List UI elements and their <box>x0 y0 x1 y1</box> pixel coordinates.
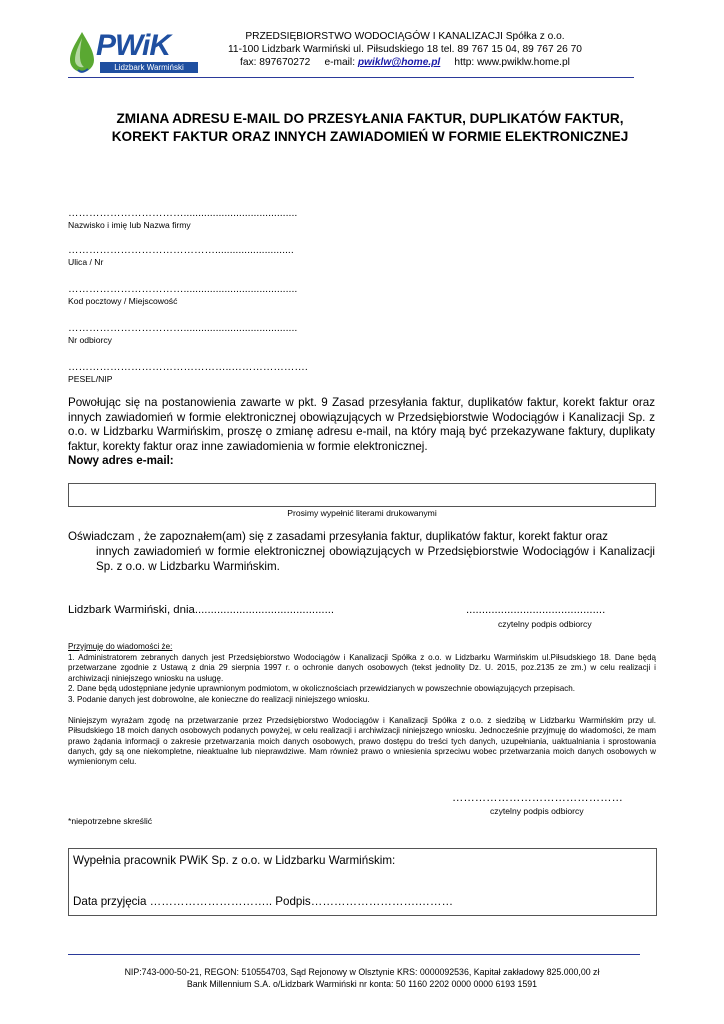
declaration-line1: Oświadczam , że zapoznałem(am) się z zasadami przesyłania faktur, duplikatów faktur, korekt faktur oraz <box>68 530 608 543</box>
signature-label-2: czytelny podpis odbiorcy <box>490 806 584 816</box>
staff-box-title: Wypełnia pracownik PWiK Sp. z o.o. w Lidzbarku Warmińskim: <box>73 854 396 867</box>
website: http: www.pwiklw.home.pl <box>454 57 570 68</box>
footer-registration: NIP:743-000-50-21, REGON: 510554703, Sąd Rejonowy w Olsztynie KRS: 0000092536, Kapitał zakładowy 825.000,00 zł <box>124 967 600 977</box>
receipt-date-signature-field[interactable]: Data przyjęcia ………………………….. Podpis……………………….……… <box>73 895 454 908</box>
name-field-label: Nazwisko i imię lub Nazwa firmy <box>68 220 191 230</box>
logo-subtitle: Lidzbark Warmiński <box>100 62 198 73</box>
document-title: ZMIANA ADRESU E-MAIL DO PRZESYŁANIA FAKTUR, DUPLIKATÓW FAKTUR, KOREKT FAKTUR ORAZ INNYCH ZAWIADOMIEŃ W FORMIE ELEKTRONICZNEJ <box>111 111 629 144</box>
street-field-label: Ulica / Nr <box>68 257 104 267</box>
declaration-text: innych zawiadomień w formie elektronicznej obowiązujących w Przedsiębiorstwie Wodociągów i Kanalizacji Sp. z o.o. w Lidzbarku Warmińskim. <box>96 545 655 573</box>
logo-wordmark: PWiK <box>96 29 171 62</box>
fax-number: fax: 897670272 <box>240 57 311 68</box>
postal-city-field-label: Kod pocztowy / Miejscowość <box>68 296 178 306</box>
pesel-nip-field-label: PESEL/NIP <box>68 374 113 384</box>
rodo-heading: Przyjmuję do wiadomości że: <box>68 642 173 651</box>
pesel-nip-field[interactable]: ………………………………………..…………………. <box>68 361 308 373</box>
rodo-point-2: 2. Dane będą udostępniane jedynie uprawnionym podmiotom, w okolicznościach przewidzianych w powszechnie obowiązujących przepisach. <box>68 684 576 693</box>
signature-line-2[interactable]: ……………………………………… <box>452 792 623 804</box>
new-email-label: Nowy adres e-mail: <box>68 454 174 467</box>
place-date-field[interactable]: Lidzbark Warmiński, dnia............................................ <box>68 604 335 616</box>
email-label: e-mail: <box>324 57 356 68</box>
staff-box <box>68 848 657 916</box>
signature-label-1: czytelny podpis odbiorcy <box>498 619 592 629</box>
request-text: Powołując się na postanowienia zawarte w pkt. 9 Zasad przesyłania faktur, duplikatów faktur, korekt faktur oraz innych zawiadomień w formie elektronicznej obowiązujących w Przedsiębiorstwie Wodociągów i Kanalizacji Sp. z o.o. w Lidzbarku Warmińskim, proszę o zmianę adresu e-mail, na który mają być przekazywane faktury, duplikaty faktur, korekty faktur oraz inne zawiadomienia w formie elektronicznej. <box>68 396 655 453</box>
signature-line-1[interactable]: ............................................ <box>466 604 606 616</box>
rodo-point-1: 1. Administratorem zebranych danych jest Przedsiębiorstwo Wodociągów i Kanalizacji Spółka z o.o. w Lidzbarku Warmińskim ul.Piłsudskiego 18. Dane będą przetwarzane zgodnie z Ustawą z dnia 29 sierpnia 1997 r. o ochronie danych osobowych (tekst jednolity Dz. U. 2015, poz.2135 ze zm.) w celu realizacji i archiwizacji niniejszego wniosku na usługę. <box>68 653 656 683</box>
company-contact <box>200 56 610 69</box>
header-divider <box>68 77 634 78</box>
rodo-consent: Niniejszym wyrażam zgodę na przetwarzanie przez Przedsiębiorstwo Wodociągów i Kanalizacji Spółka z o.o. z siedzibą w Lidzbarku Warmińskim przy ul. Piłsudskiego 18 moich danych osobowych podanych powyżej, w celu realizacji i archiwizacji niniejszego wniosku. Jednocześnie przyjmuję do wiadomości, że mam prawo żądania informacji o zakresie przetwarzania moich danych osobowych, prawo dostępu do treści tych danych, uzupełniania, uaktualniania i sprostowania danych, gdy są one niekompletne, nieaktualne lub nieprawdziwe. Mam również prawo o wniesienia sprzeciwu wobec przetwarzania moich danych osobowych w wymienionym celu. <box>68 716 656 767</box>
rodo-point-3: 3. Podanie danych jest dobrowolne, ale konieczne do realizacji niniejszego wniosku. <box>68 695 370 704</box>
company-email-link[interactable]: pwiklw@home.pl <box>357 57 441 68</box>
company-name: PRZEDSIĘBIORSTWO WODOCIĄGÓW I KANALIZACJI Spółka z o.o. <box>245 31 565 42</box>
request-paragraph <box>68 396 655 469</box>
postal-city-field[interactable]: ……………………………....................................... <box>68 283 298 295</box>
new-email-input[interactable] <box>68 483 656 507</box>
strike-note: *niepotrzebne skreślić <box>68 816 153 826</box>
company-address: 11-100 Lidzbark Warmiński ul. Piłsudskiego 18 tel. 89 767 15 04, 89 767 26 70 <box>228 44 582 55</box>
street-field[interactable]: ……………………………………........................... <box>68 244 294 256</box>
customer-number-field-label: Nr odbiorcy <box>68 335 112 345</box>
name-field[interactable]: ……………………………....................................... <box>68 207 298 219</box>
customer-number-field[interactable]: ……………………………....................................... <box>68 322 298 334</box>
print-hint: Prosimy wypełnić literami drukowanymi <box>287 508 437 518</box>
footer-bank: Bank Millennium S.A. o/Lidzbark Warmiński nr konta: 50 1160 2202 0000 0000 6193 1591 <box>186 979 538 989</box>
footer-divider <box>68 954 640 955</box>
